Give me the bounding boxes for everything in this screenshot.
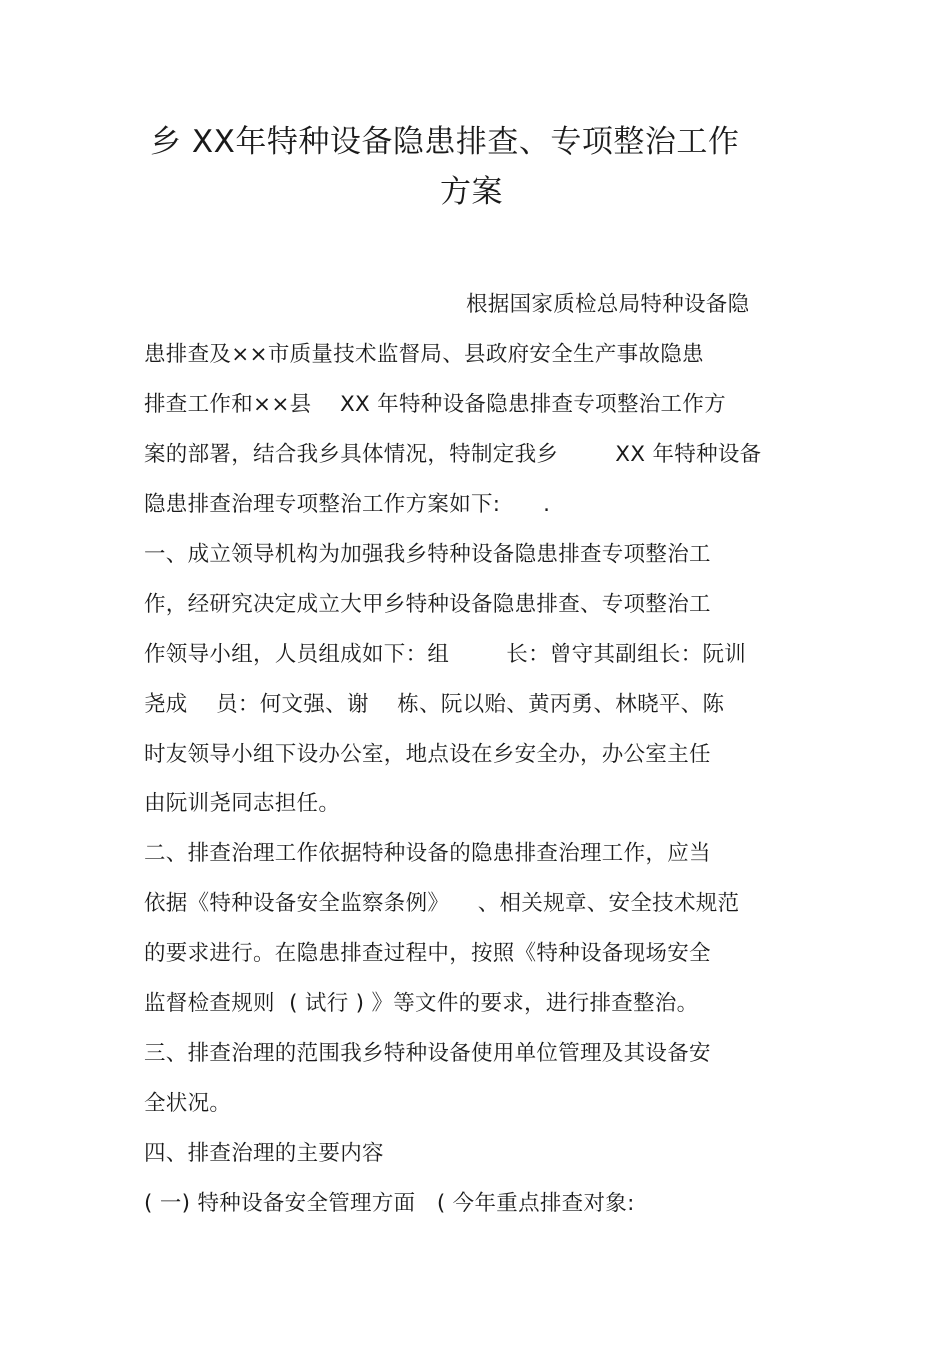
body-line-17: 全状况。 bbox=[144, 1091, 232, 1116]
body-line-4: 案的部署，结合我乡具体情况，特制定我乡 XX 年特种设备 bbox=[144, 442, 762, 467]
body-line-2: 患排查及××市质量技术监督局、县政府安全生产事故隐患 bbox=[144, 342, 704, 367]
document-title-line-2: 方案 bbox=[440, 174, 503, 210]
body-line-16: 三、排查治理的范围我乡特种设备使用单位管理及其设备安 bbox=[144, 1041, 711, 1066]
document-title-line-1: 乡 XX年特种设备隐患排查、专项整治工作 bbox=[150, 124, 740, 160]
body-line-9: 尧成 员：何文强、谢 栋、阮以贻、黄丙勇、林晓平、陈 bbox=[144, 692, 725, 717]
body-line-10: 时友领导小组下设办公室，地点设在乡安全办，办公室主任 bbox=[144, 742, 711, 767]
body-line-8: 作领导小组，人员组成如下：组 长：曾守其副组长：阮训 bbox=[144, 642, 747, 667]
body-line-19: ( 一) 特种设备安全管理方面 ( 今年重点排查对象: bbox=[144, 1191, 635, 1216]
body-line-6: 一、成立领导机构为加强我乡特种设备隐患排查专项整治工 bbox=[144, 542, 711, 567]
body-line-12: 二、排查治理工作依据特种设备的隐患排查治理工作，应当 bbox=[144, 841, 711, 866]
body-line-18: 四、排查治理的主要内容 bbox=[144, 1141, 384, 1166]
body-line-1: 根据国家质检总局特种设备隐 bbox=[466, 292, 750, 317]
body-line-7: 作，经研究决定成立大甲乡特种设备隐患排查、专项整治工 bbox=[144, 592, 711, 617]
body-line-15: 监督检查规则 ( 试行 ) 》等文件的要求，进行排查整治。 bbox=[144, 991, 699, 1016]
body-line-5: 隐患排查治理专项整治工作方案如下: . bbox=[144, 492, 551, 517]
body-line-11: 由阮训尧同志担任。 bbox=[144, 791, 341, 816]
body-line-13: 依据《特种设备安全监察条例》 、相关规章、安全技术规范 bbox=[144, 891, 740, 916]
body-line-14: 的要求进行。在隐患排查过程中，按照《特种设备现场安全 bbox=[144, 941, 711, 966]
body-line-3: 排查工作和××县 XX 年特种设备隐患排查专项整治工作方 bbox=[144, 392, 726, 417]
